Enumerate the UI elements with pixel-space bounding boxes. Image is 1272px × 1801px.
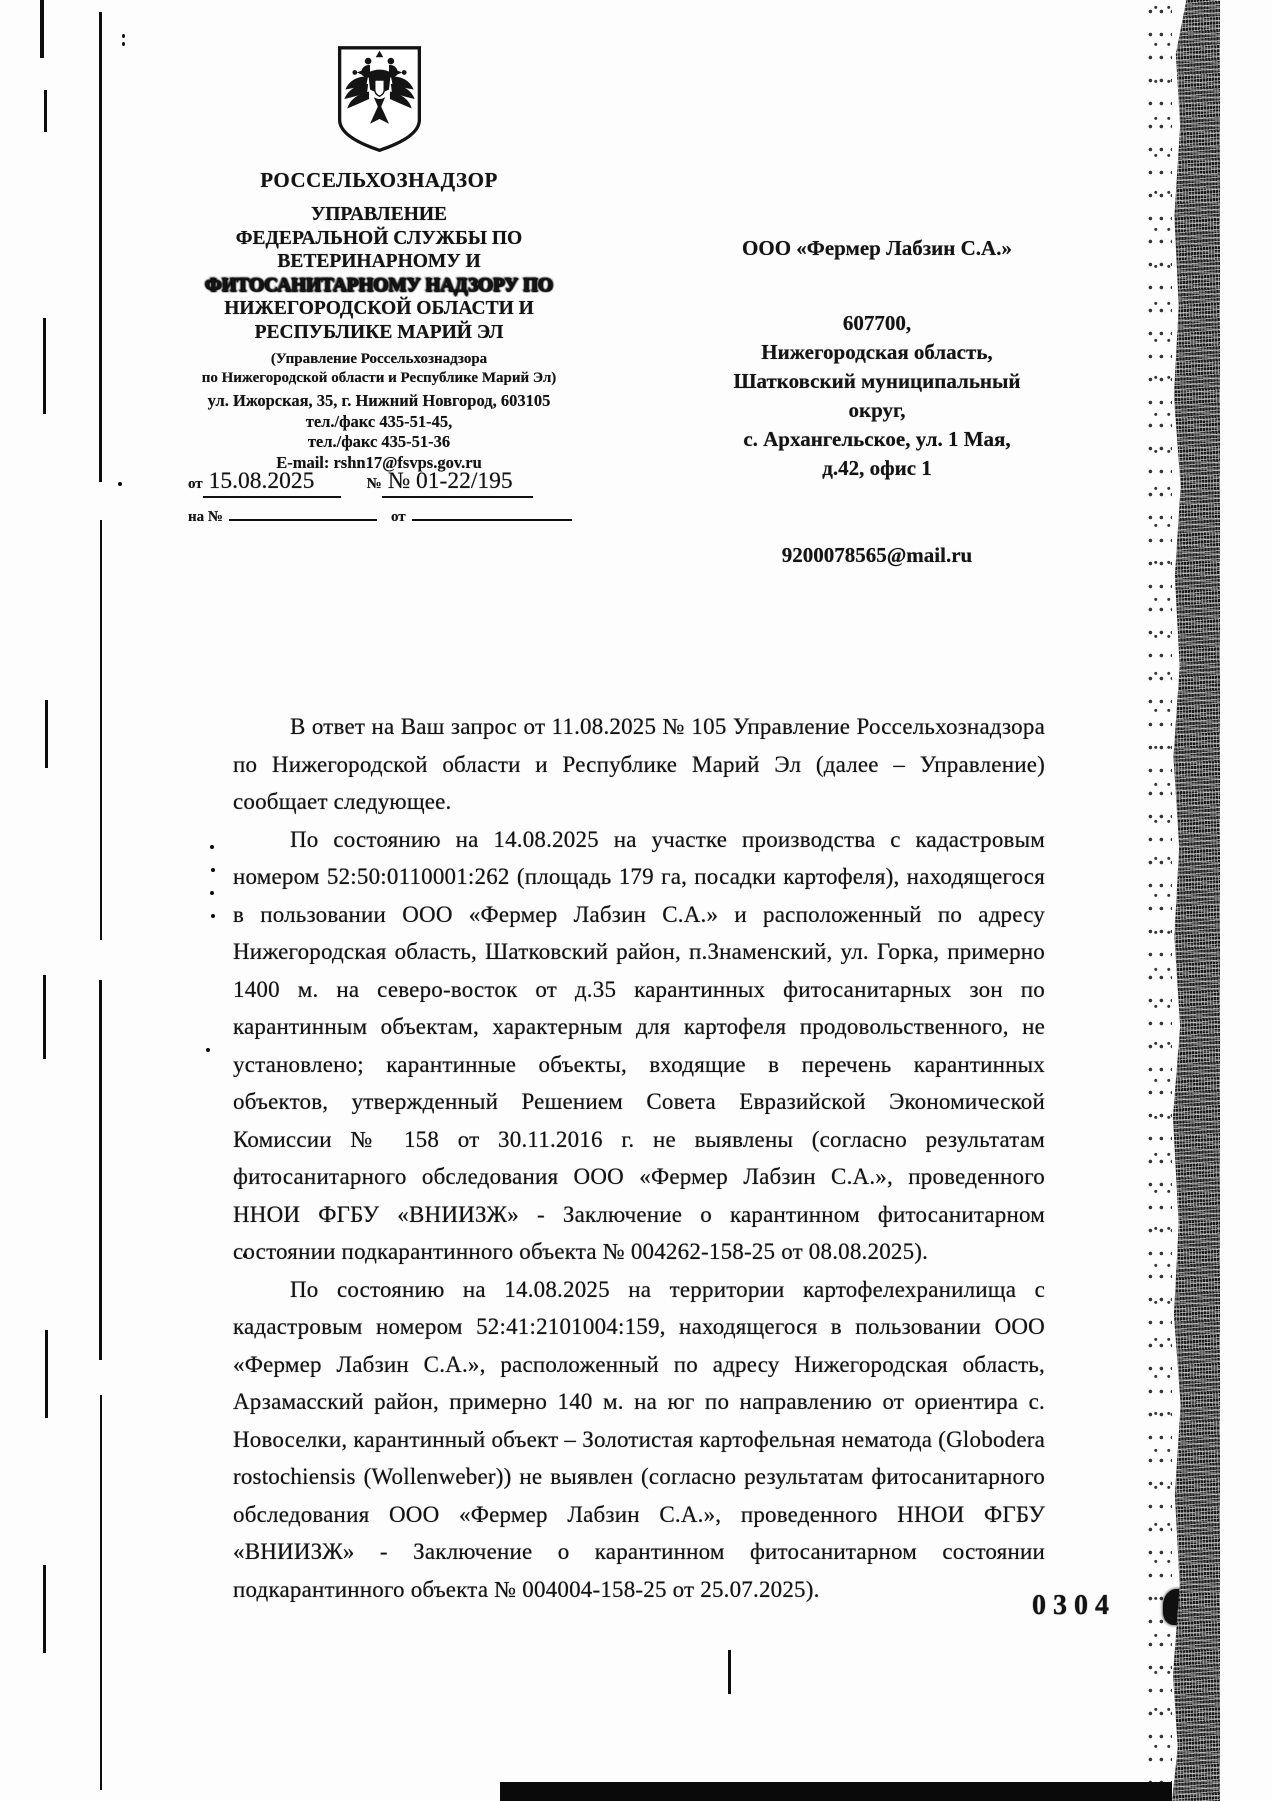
- letterhead: [178, 44, 580, 473]
- scan-artifact-left-line: [43, 975, 46, 1059]
- scan-speck: [122, 42, 125, 46]
- blank-field: [412, 501, 572, 521]
- scan-artifact-page-edge-line: [99, 12, 102, 482]
- letterhead-subtitle: (Управление Россельхознадзора: [270, 351, 488, 367]
- scan-artifact-left-line: [43, 1565, 46, 1653]
- scan-artifact-page-edge-line: [100, 1395, 102, 1790]
- scan-artifact-page-edge-line: [99, 980, 102, 1360]
- scan-artifact-left-line: [45, 700, 48, 768]
- scan-edge-noise: [1146, 0, 1172, 1801]
- department-line: УПРАВЛЕНИЕ: [310, 204, 448, 225]
- letterhead-phone: тел./факс 435-51-45,: [305, 411, 453, 431]
- number-label: №: [366, 476, 382, 492]
- scan-artifact-left-line: [45, 1330, 48, 1418]
- scan-speck: [211, 868, 215, 872]
- department-line: НИЖЕГОРОДСКОЙ ОБЛАСТИ И: [224, 298, 534, 319]
- reply-from-label: от: [390, 509, 406, 525]
- body-paragraph: По состоянию на 14.08.2025 на территории картофелехранилища с кадастровым номером 52:41:2101004:159, находящегося в пользовании ООО «Фермер Лабзин С.А.», расположенный по адресу Нижегородская область, Арзамасский район, примерно 140 м. на юг по направлению от ориентира с. Новоселки, карантинный объект – Золотистая картофельная нематода (Globodera rostochiensis (Wollenweber)) не выявлен (согласно результатам фитосанитарного обследования ООО «Фермер Лабзин С.А.», проведенного ННОИ ФГБУ «ВНИИЗЖ» - Заключение о карантинном фитосанитарном состоянии подкарантинного объекта № 004004-158-25 от 25.07.2025).: [233, 1276, 1045, 1602]
- reference-row-outgoing: [188, 468, 598, 498]
- letterhead-email: E-mail: rshn17@fsvps.gov.ru: [276, 452, 482, 472]
- department-line-smudged: ФИТОСАНИТАРНОМУ НАДЗОРУ ПО: [205, 274, 553, 296]
- scan-edge-artifact-right: [1172, 0, 1220, 1801]
- recipient-email: 9200078565@mail.ru: [781, 543, 973, 567]
- scan-artifact-left-line: [40, 0, 44, 58]
- letter-number: № 01-22/195: [382, 468, 533, 498]
- scan-artifact-left-line: [44, 90, 47, 132]
- body-paragraph: В ответ на Ваш запрос от 11.08.2025 № 105 Управление Россельхознадзора по Нижегородской области и Республике Марий Эл (далее – Управление) сообщает следующее.: [233, 714, 1045, 814]
- scan-speck: [118, 482, 122, 486]
- letterhead-subtitle: по Нижегородской области и Республике Марий Эл): [201, 369, 557, 386]
- reference-block: [188, 468, 598, 526]
- recipient-address-line: Нижегородская область,: [761, 340, 993, 364]
- coat-of-arms-icon: [332, 44, 427, 156]
- scan-speck: [211, 914, 215, 918]
- letter-date: 15.08.2025: [203, 468, 341, 498]
- recipient-address-line: округ,: [848, 398, 906, 422]
- department-line: ФЕДЕРАЛЬНОЙ СЛУЖБЫ ПО: [235, 227, 523, 249]
- recipient-name: ООО «Фермер Лабзин С.А.»: [742, 236, 1012, 260]
- recipient-address-line: Шатковский муниципальный: [733, 369, 1021, 393]
- body-paragraph: По состоянию на 14.08.2025 на участке производства с кадастровым номером 52:50:0110001:262 (площадь 179 га, посадки картофеля), находящегося в пользовании ООО «Фермер Лабзин С.А.» и расположенный по адресу Нижегородская область, Шатковский район, п.Знаменский, ул. Горка, примерно 1400 м. на северо-восток от д.35 карантинных фитосанитарных зон по карантинным объектам, характерным для картофеля продовольственного, не установлено; карантинные объекты, входящие в перечень карантинных объектов, утвержденный Решением Совета Евразийской Экономической Комиссии № 158 от 30.11.2016 г. не выявлены (согласно результатам фитосанитарного обследования ООО «Фермер Лабзин С.А.», проведенного ННОИ ФГБУ «ВНИИЗЖ» - Заключение о карантинном фитосанитарном состоянии подкарантинного объекта № 004262-158-25 от 08.08.2025).: [233, 826, 1045, 1264]
- recipient-block: [703, 234, 1051, 570]
- recipient-address-line: д.42, офис 1: [822, 456, 932, 480]
- scan-artifact-page-edge-line: [100, 520, 102, 940]
- letter-body: [233, 708, 1045, 1608]
- department-line: РЕСПУБЛИКЕ МАРИЙ ЭЛ: [254, 321, 504, 343]
- page-stamp-number: 0304: [1032, 1590, 1116, 1621]
- scan-artifact-tick: [728, 1650, 731, 1694]
- scan-speck: [122, 34, 125, 38]
- blank-field: [229, 501, 377, 521]
- letterhead-phone: тел./факс 435-51-36: [307, 432, 451, 451]
- scan-speck: [206, 1048, 210, 1052]
- reference-row-incoming: [188, 501, 598, 526]
- department-line: ВЕТЕРИНАРНОМУ И: [277, 251, 481, 272]
- scan-artifact-left-line: [43, 318, 46, 414]
- agency-name: РОССЕЛЬХОЗНАДЗОР: [260, 168, 498, 192]
- recipient-address-line: 607700,: [842, 311, 912, 335]
- scan-speck: [210, 891, 214, 895]
- scan-edge-artifact-bottom: [500, 1782, 1172, 1801]
- reply-to-label: на №: [188, 509, 223, 525]
- scan-speck: [210, 845, 214, 849]
- recipient-address-line: с. Архангельское, ул. 1 Мая,: [743, 427, 1011, 451]
- from-label: от: [188, 476, 203, 492]
- letterhead-address: ул. Ижорская, 35, г. Нижний Новгород, 603105: [207, 391, 551, 410]
